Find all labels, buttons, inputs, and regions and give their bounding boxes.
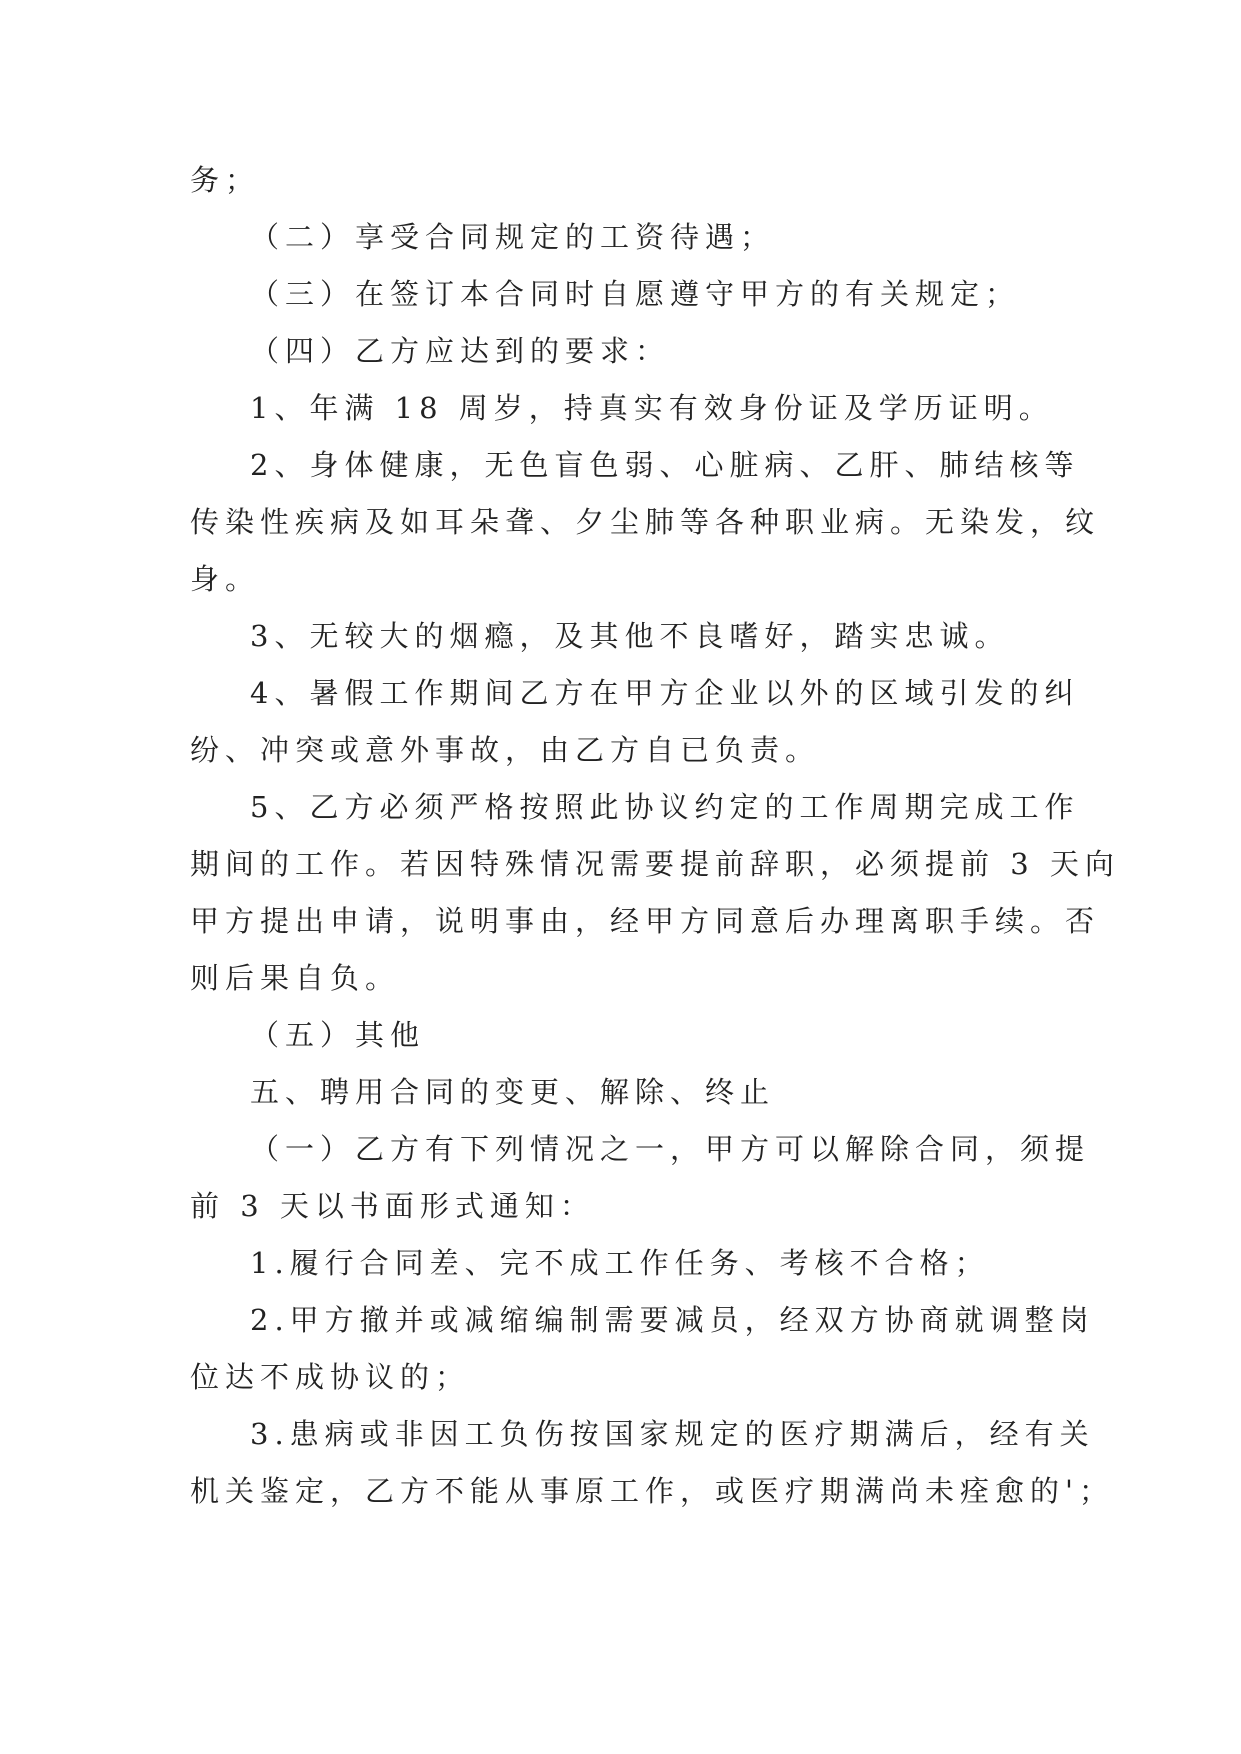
paragraph-line: 务；: [190, 163, 261, 197]
paragraph-line: 前 3 天以书面形式通知：: [190, 1189, 595, 1223]
paragraph-line: 3.患病或非因工负伤按国家规定的医疗期满后，经有关: [250, 1417, 1095, 1451]
paragraph-line: 位达不成协议的；: [190, 1360, 471, 1394]
paragraph-line: 甲方提出申请，说明事由，经甲方同意后办理离职手续。否: [190, 904, 1101, 938]
paragraph-line: （五）其他: [250, 1018, 426, 1052]
paragraph-line: 2.甲方撤并或减缩编制需要减员，经双方协商就调整岗: [250, 1303, 1095, 1337]
paragraph-line: 身。: [190, 562, 261, 596]
paragraph-line: （二）享受合同规定的工资待遇；: [250, 220, 776, 254]
paragraph-line: 4、暑假工作期间乙方在甲方企业以外的区域引发的纠: [250, 676, 1080, 710]
paragraph-line: 传染性疾病及如耳朵聋、夕尘肺等各种职业病。无染发，纹: [190, 505, 1101, 539]
paragraph-line: 2、身体健康，无色盲色弱、心脏病、乙肝、肺结核等: [250, 448, 1080, 482]
paragraph-line: 机关鉴定，乙方不能从事原工作，或医疗期满尚未痊愈的'；: [190, 1474, 1114, 1508]
section-heading: 五、聘用合同的变更、解除、终止: [250, 1075, 776, 1109]
paragraph-line: 则后果自负。: [190, 961, 401, 995]
paragraph-line: （三）在签订本合同时自愿遵守甲方的有关规定；: [250, 277, 1021, 311]
paragraph-line: 期间的工作。若因特殊情况需要提前辞职，必须提前 3 天向: [190, 847, 1120, 881]
paragraph-line: 纷、冲突或意外事故，由乙方自已负责。: [190, 733, 821, 767]
paragraph-line: 1、年满 18 周岁，持真实有效身份证及学历证明。: [250, 391, 1054, 425]
paragraph-line: （四）乙方应达到的要求：: [250, 334, 671, 368]
paragraph-line: 5、乙方必须严格按照此协议约定的工作周期完成工作: [250, 790, 1080, 824]
paragraph-line: 1.履行合同差、完不成工作任务、考核不合格；: [250, 1246, 990, 1280]
paragraph-line: （一）乙方有下列情况之一，甲方可以解除合同，须提: [250, 1132, 1091, 1166]
paragraph-line: 3、无较大的烟瘾，及其他不良嗜好，踏实忠诚。: [250, 619, 1010, 653]
